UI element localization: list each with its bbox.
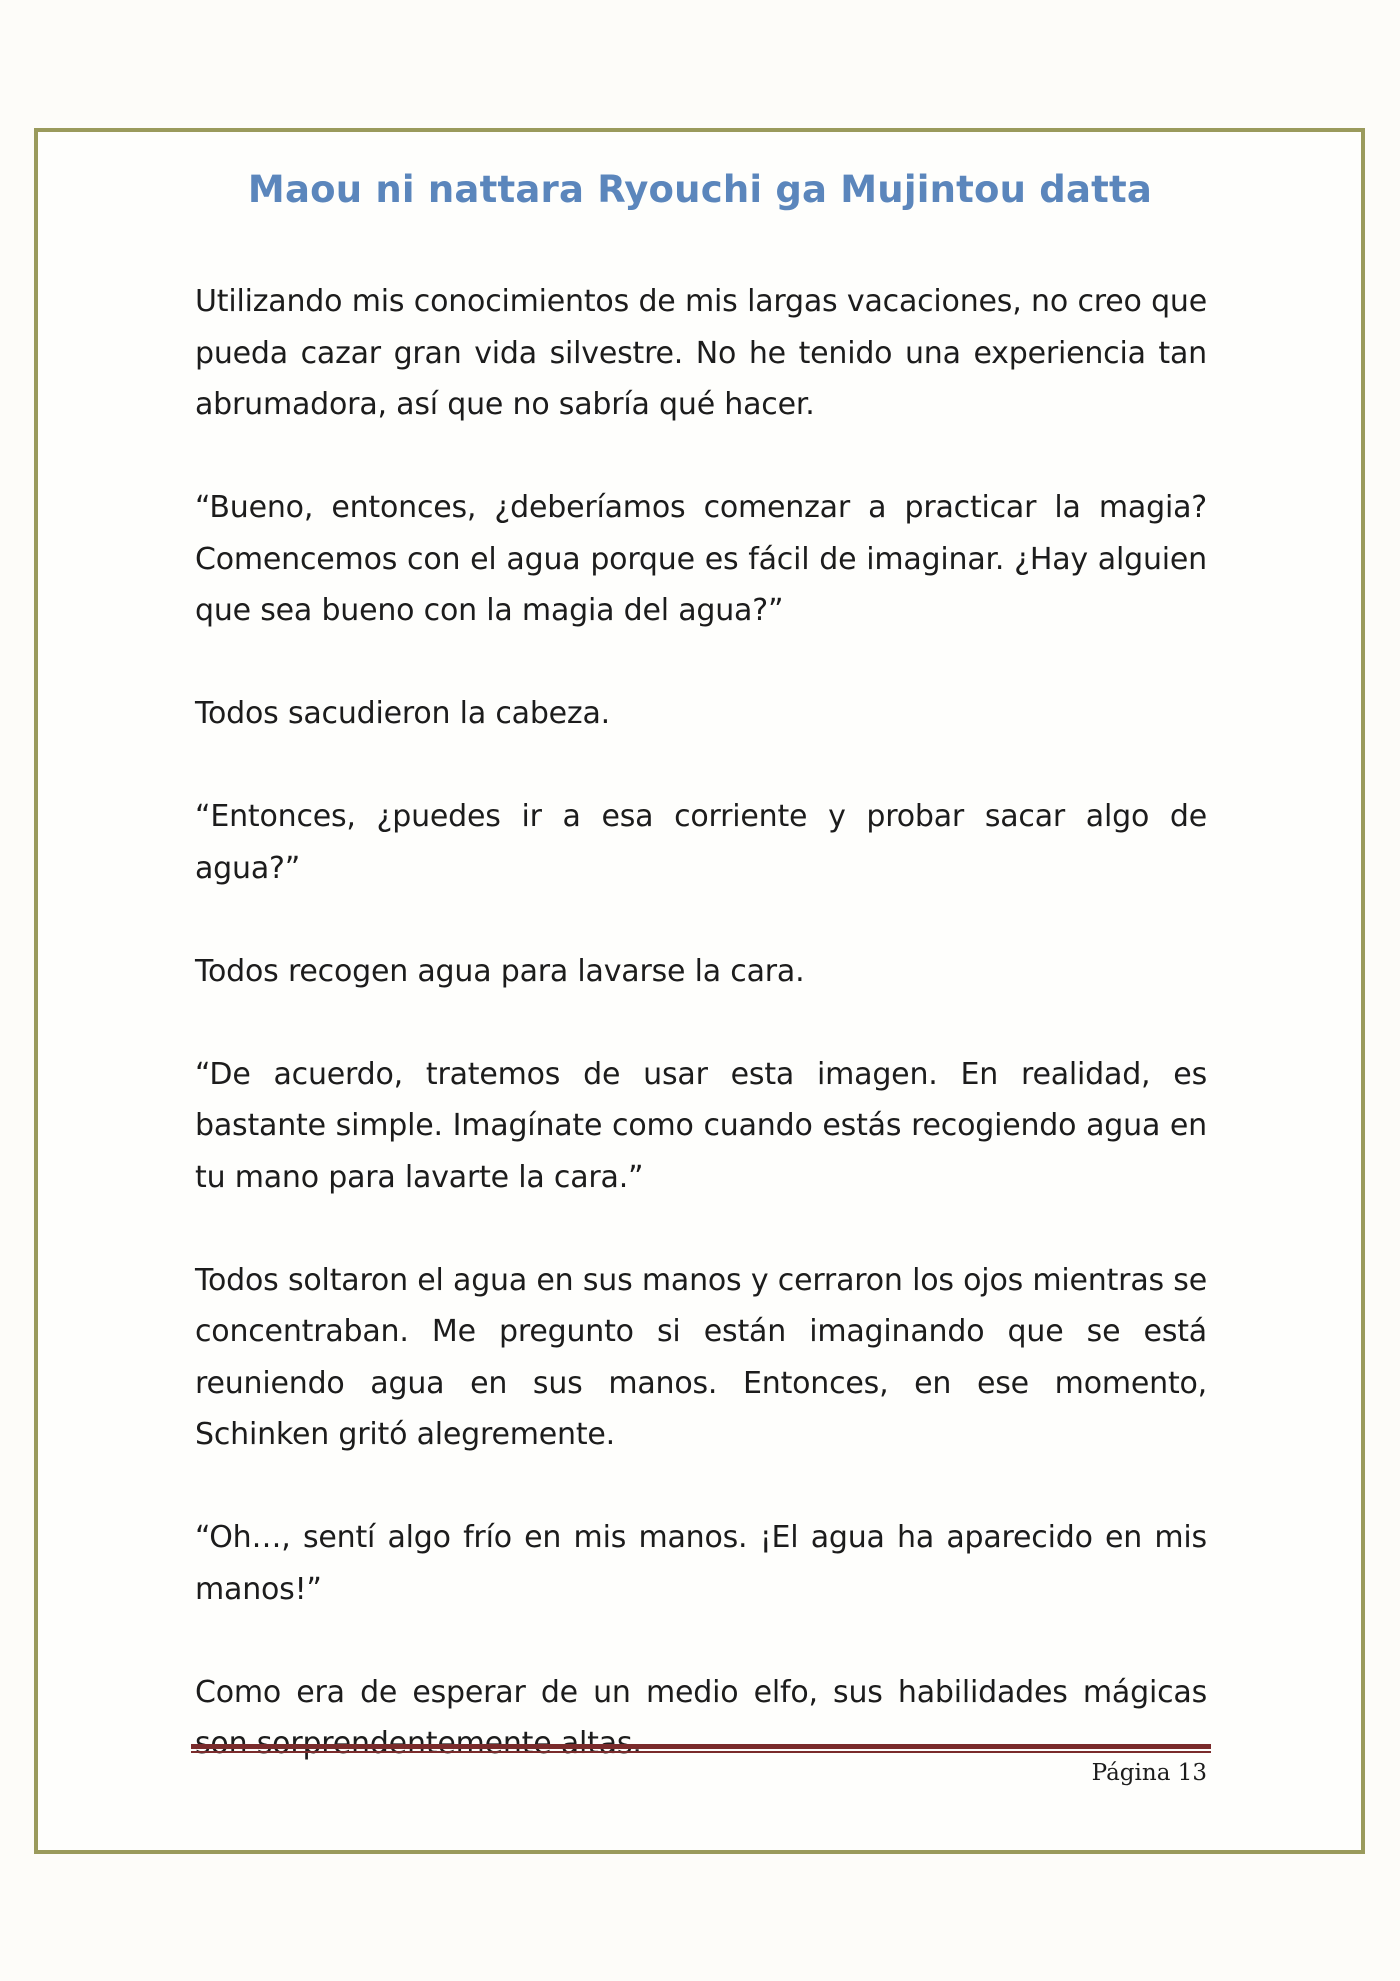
page-number: Página 13 [1091, 1760, 1207, 1786]
paragraph-2: “Bueno, entonces, ¿deberíamos comenzar a practicar la magia? Comencemos con el agua porque es fácil de imaginar. ¿Hay alguien que sea bueno con la magia del agua?” [195, 490, 1207, 628]
paragraph-4: “Entonces, ¿puedes ir a esa corriente y probar sacar algo de agua?” [195, 799, 1207, 886]
document-title: Maou ni nattara Ryouchi ga Mujintou datta [247, 168, 1153, 211]
document-body [195, 276, 1207, 1821]
footer-divider-thick-line [191, 1744, 1211, 1749]
footer-divider-thin-line [191, 1751, 1211, 1753]
paragraph-9: Como era de esperar de un medio elfo, sus habilidades mágicas [195, 1674, 1207, 1710]
footer-divider [191, 1744, 1211, 1753]
paragraph-7: Todos soltaron el agua en sus manos y cerraron los ojos mientras se concentraban. Me pregunto si están imaginando que se está reuniendo agua en sus manos. Entonces, en ese momento, Schinken gritó alegremente. [195, 1262, 1207, 1452]
paragraph-1: Utilizando mis conocimientos de mis largas vacaciones, no creo que pueda cazar gran vida silvestre. No he tenido una experiencia tan abrumadora, así que no sabría qué hacer. [195, 284, 1207, 422]
paragraph-5: Todos recogen agua para lavarse la cara. [195, 953, 805, 989]
paragraph-3: Todos sacudieron la cabeza. [195, 696, 610, 731]
paragraph-8: “Oh…, sentí algo frío en mis manos. ¡El agua ha aparecido en mis manos!” [195, 1520, 1207, 1607]
paragraph-6: “De acuerdo, tratemos de usar esta imagen. En realidad, es bastante simple. Imagínate como cuando estás recogiendo agua en tu mano para lavarte la cara.” [195, 1056, 1207, 1195]
